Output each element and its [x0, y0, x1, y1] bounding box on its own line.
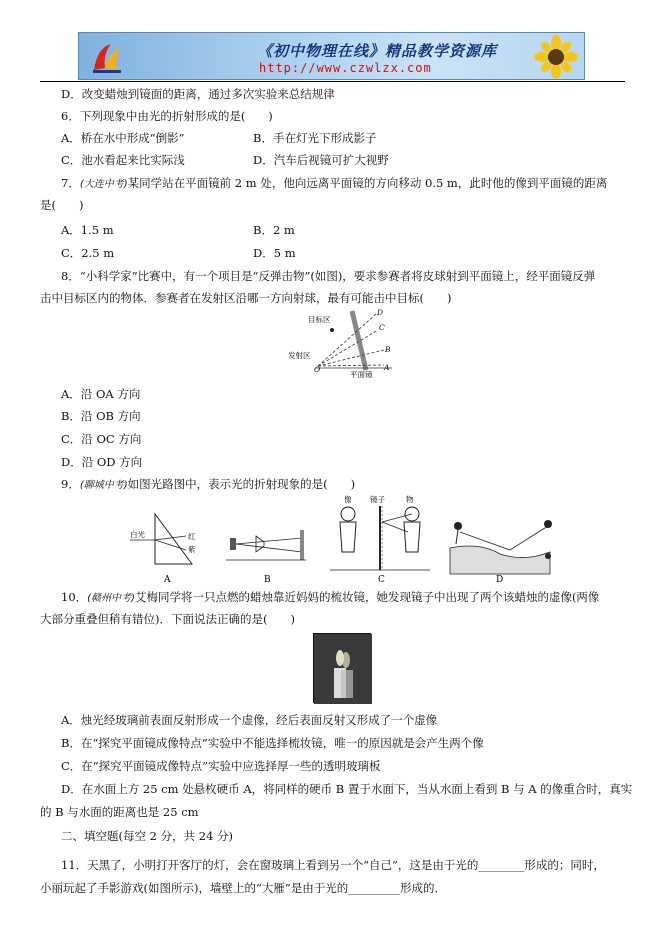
image-label: 像: [344, 495, 352, 504]
q8-figure: [280, 308, 410, 378]
fig9-panel-b: [226, 530, 306, 560]
q9-text: 如图光路图中，表示光的折射现象的是( ): [127, 477, 356, 491]
q7-option-b: B．2 m: [253, 223, 295, 237]
q8-stem: 8．“小科学家”比赛中，有一个项目是“反弹击物”(如图)，要求参赛者将皮球射到平面镜上，经平面镜反弹: [61, 269, 596, 283]
q10-option-d: D．在水面上方 25 cm 处悬枚硬币 A，将同样的硬币 B 置于水面下，当从水面上看到 B 与 A 的像重合时，真实: [61, 782, 633, 796]
q8-stem-cont: 击中目标区内的物体．参赛者在发射区沿哪一方向射球，最有可能击中目标( ): [40, 291, 452, 305]
purple-label: 紫: [188, 545, 196, 554]
q11-stem: 11．天黑了，小明打开客厅的灯，会在窗玻璃上看到另一个“自己”，这是由于光的________形成的；同时，: [61, 858, 605, 872]
q6-option-c: C．池水看起来比实际浅: [61, 153, 185, 167]
fig9-label-d: D: [496, 575, 504, 584]
object-label: 物: [406, 495, 414, 504]
q7-number: 7．: [61, 176, 80, 190]
candle-image-icon: [314, 634, 372, 704]
q7-option-d: D．5 m: [253, 246, 296, 260]
fig9-label-c: C: [378, 575, 385, 584]
q10-stem: [61, 589, 599, 607]
sunflower-icon: [534, 35, 578, 79]
q10-option-c: C．在“探究平面镜成像特点”实验中应选择厚一些的透明玻璃板: [61, 759, 381, 773]
q10-source: (赣州中考): [87, 593, 135, 604]
q6-option-b: B．手在灯光下形成影子: [253, 131, 377, 145]
q8-option-b: B．沿 OB 方向: [61, 409, 141, 423]
point-a: A: [384, 363, 390, 372]
launch-label: 发射区: [288, 351, 311, 360]
banner-title: 《初中物理在线》精品教学资源库: [257, 42, 498, 60]
ray-oc: [318, 330, 378, 366]
point-b: B: [385, 345, 391, 354]
q5-option-d: D．改变蜡烛到镜面的距离，通过多次实验来总结规律: [61, 87, 335, 101]
header-rule: [40, 81, 625, 82]
fig9-panel-a: [130, 514, 196, 564]
q8-option-c: C．沿 OC 方向: [61, 432, 142, 446]
section-fill-in-heading: 二、填空题(每空 2 分，共 24 分): [61, 829, 234, 843]
q7-option-c: C．2.5 m: [61, 246, 115, 260]
point-c: C: [379, 323, 385, 332]
q8-option-d: D．沿 OD 方向: [61, 455, 143, 469]
target-dot: [330, 328, 334, 332]
q11-stem-cont: 小丽玩起了手影游戏(如图所示)，墙壁上的“大雁”是由于光的_________形成的．: [40, 881, 446, 895]
header-banner: [78, 32, 585, 80]
q6-option-a: A．桥在水中形成“倒影”: [61, 131, 185, 145]
ray-oa: [318, 365, 384, 366]
target-label: 目标区: [308, 315, 331, 324]
ray-ob: [318, 350, 384, 366]
fig9-panel-d: [450, 520, 552, 574]
q9-number: 9．: [61, 477, 80, 491]
q7-stem: [61, 175, 607, 193]
fig9-label-a: A: [164, 575, 171, 584]
q10-option-d-cont: 的 B 与水面的距离也是 25 cm: [40, 805, 199, 819]
q10-number: 10．: [61, 590, 88, 604]
q8-option-a: A．沿 OA 方向: [61, 387, 141, 401]
q10-option-a: A．烛光经玻璃前表面反射形成一个虚像，经后表面反射又形成了一个虚像: [61, 713, 438, 727]
fig9-label-b: B: [264, 575, 271, 584]
point-d: D: [377, 308, 384, 317]
fig9-panel-c: [330, 494, 430, 570]
q7-stem-cont: 是( ): [40, 198, 84, 212]
site-logo-icon: [89, 38, 127, 76]
candle-mirror-photo: [313, 633, 371, 703]
banner-url: http://www.czwlzx.com: [259, 61, 432, 75]
mirror-label: 平面镜: [350, 370, 373, 378]
q9-source: (聊城中考): [79, 480, 128, 491]
q7-text: 某同学站在平面镜前 2 m 处，他向远离平面镜的方向移动 0.5 m，此时他的像到平面镜的距离: [127, 176, 608, 190]
mirror-surface: [352, 311, 366, 370]
q10-text: 艾梅同学将一只点燃的蜡烛靠近妈妈的梳妆镜，她发现镜子中出现了两个该蜡烛的虚像(两像: [134, 590, 600, 604]
q6-option-d: D．汽车后视镜可扩大视野: [253, 153, 389, 167]
q10-option-b: B．在“探究平面镜成像特点”实验中不能选择梳妆镜，唯一的原因就是会产生两个像: [61, 736, 484, 750]
point-o: O: [314, 365, 321, 374]
q6-stem: 6．下列现象中由光的折射形成的是( ): [61, 109, 273, 123]
q10-stem-cont: 大部分重叠但稍有错位)．下面说法正确的是( ): [40, 612, 295, 626]
white-light-label: 白光: [130, 530, 145, 539]
q7-source: (大连中考): [79, 179, 128, 190]
red-label: 红: [188, 532, 196, 541]
q7-option-a: A．1.5 m: [61, 223, 114, 237]
q9-figure: [130, 492, 575, 584]
mirror-label-c: 镜子: [370, 495, 385, 504]
